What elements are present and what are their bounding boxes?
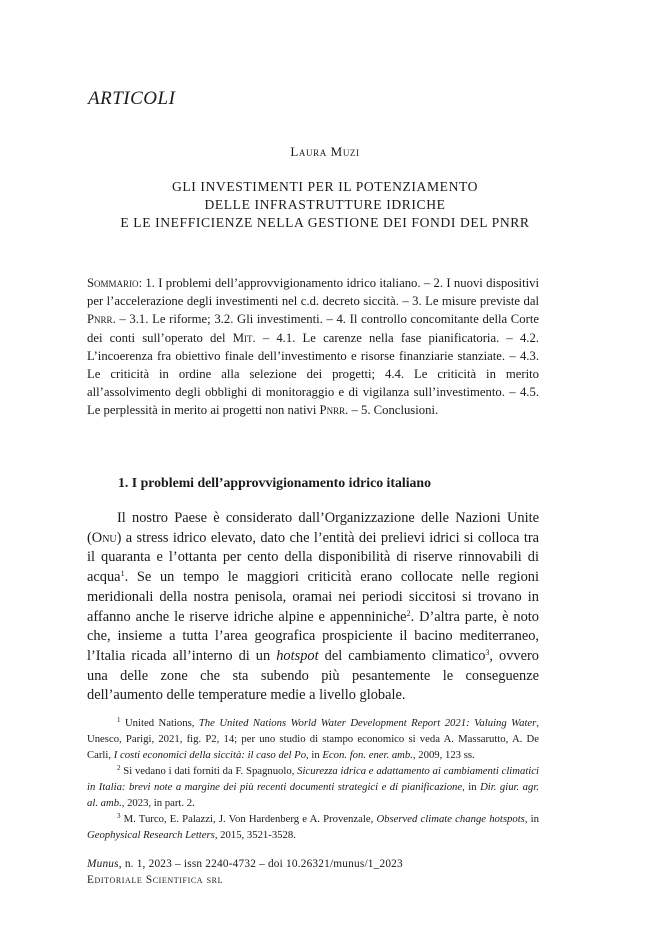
footnote-3 bbox=[87, 811, 539, 843]
footnote-text: M. Turco, E. Palazzi, J. Von Hardenberg e A. Provenzale, bbox=[120, 813, 377, 825]
body-text bbox=[87, 509, 539, 706]
section-label: ARTICOLI bbox=[88, 88, 176, 109]
footnote-text: , Unesco, Parigi, 2021, fig. P2, 14; per uno studio di stampo economico si veda A. Massarutto, A. De Carli, bbox=[87, 717, 539, 761]
footnote-text: , in bbox=[524, 813, 539, 825]
footnote-text: , 2015, 3521-3528. bbox=[214, 829, 296, 841]
acronym-pnrr: Pnrr bbox=[319, 403, 346, 418]
summary-text: . – 5. Conclusioni. bbox=[345, 403, 439, 418]
body-text-run: . D’altra parte, è noto che, insieme a tutta l’area geografica prospiciente il bacino mediterraneo, l’Italia ricada all’interno di un bbox=[87, 608, 539, 664]
footnote-1 bbox=[87, 715, 539, 763]
footnote-italic: Observed climate change hotspots bbox=[376, 813, 525, 825]
footnote-text: , 2009, 123 ss. bbox=[412, 749, 475, 761]
journal-name: Munus bbox=[87, 858, 119, 870]
footnote-italic: Econ. fon. ener. amb. bbox=[322, 749, 413, 761]
footnote-number: 3 bbox=[117, 812, 121, 820]
body-text-run: . Se un tempo le maggiori criticità erano collocate nelle regioni meridionali della nostra penisola, oramai nei periodi siccitosi si trovano in affanno anche le riserve idriche alpine e appenniniche bbox=[87, 569, 539, 625]
footnote-number: 2 bbox=[117, 764, 121, 772]
footnote-italic: I costi economici della siccità: il caso del Po bbox=[113, 749, 307, 761]
footnote-ref[interactable]: 3 bbox=[485, 647, 490, 657]
footnote-italic: Geophysical Research Letters bbox=[87, 829, 215, 841]
footnote-number: 1 bbox=[117, 716, 121, 724]
footnote-text: , 2023, in part. 2. bbox=[121, 797, 195, 809]
article-title bbox=[70, 178, 580, 232]
summary-text: : 1. I problemi dell’approvvigionamento idrico italiano. – 2. I nuovi dispositivi per l’accelerazione degli investimenti nel c.d. decreto siccità. – 3. Le misure previste dal bbox=[87, 276, 539, 309]
title-line: GLI INVESTIMENTI PER IL POTENZIAMENTO bbox=[171, 179, 479, 194]
publisher: Editoriale Scientifica srl bbox=[87, 874, 224, 886]
title-line: E LE INEFFICIENZE NELLA GESTIONE DEI FONDI DEL PNRR bbox=[120, 215, 530, 230]
author-name: Laura Muzi bbox=[290, 144, 360, 159]
footnote-ref[interactable]: 1 bbox=[120, 569, 125, 579]
summary-label: Sommario bbox=[87, 276, 139, 290]
footnote-ref[interactable]: 2 bbox=[406, 608, 411, 618]
body-text-run: , ovvero una delle zone che sta subendo più pesantemente le conseguenze dell’aumento delle temperature medie a livello globale. bbox=[87, 647, 540, 704]
footnote-italic: The United Nations World Water Development Report 2021: Valuing Water bbox=[198, 717, 537, 729]
body-text-run: del cambiamento climatico bbox=[318, 647, 486, 664]
acronym-onu: Onu bbox=[91, 529, 117, 546]
summary-paragraph bbox=[87, 274, 539, 420]
footnote-text: , in bbox=[462, 781, 481, 793]
footnote-text: Si vedano i dati forniti da F. Spagnuolo, bbox=[120, 765, 298, 777]
body-paragraph bbox=[87, 509, 539, 706]
acronym-mit: Mit bbox=[232, 330, 253, 345]
italic-term: hotspot bbox=[276, 647, 319, 664]
footnote-text: United Nations, bbox=[120, 717, 199, 729]
footnotes bbox=[87, 715, 539, 843]
issue-info: , n. 1, 2023 – issn 2240-4732 – doi 10.26321/munus/1_2023 bbox=[118, 858, 403, 870]
summary-text: . – 4.1. Le carenze nella fase pianificatoria. – 4.2. L’incoerenza fra obiettivo finale dell’investimento e risorse finanziarie stanziate. – 4.3. Le criticità in ordine alla selezione dei progetti; 4.4. Le criticità in merito all’assolvimento degli obblighi di monitoraggio e di vigilanza sull’investimento. – 4.5. Le perplessità in merito ai progetti non nativi bbox=[87, 330, 539, 418]
footnote-text: , in bbox=[306, 749, 323, 761]
acronym-pnrr: Pnrr bbox=[87, 312, 113, 327]
footnote-italic: Dir. giur. agr. al. amb. bbox=[87, 781, 539, 809]
journal-info bbox=[87, 856, 403, 872]
body-text-run: Il nostro Paese è considerato dall’Organizzazione delle Nazioni Unite ( bbox=[87, 510, 539, 546]
title-line: DELLE INFRASTRUTTURE IDRICHE bbox=[204, 197, 446, 212]
page-footer bbox=[87, 856, 403, 888]
summary-text: . – 3.1. Le riforme; 3.2. Gli investimenti. – 4. Il controllo concomitante della Corte dei conti sull’operato del bbox=[87, 312, 539, 345]
footnote-italic: Sicurezza idrica e adattamento ai cambiamenti climatici in Italia: brevi note a margine dei più recenti documenti strategici e di pianificazione bbox=[87, 765, 539, 793]
section-heading: 1. I problemi dell’approvvigionamento idrico italiano bbox=[118, 475, 432, 490]
footnote-2 bbox=[87, 763, 539, 811]
body-text-run: ) a stress idrico elevato, dato che l’entità dei prelievi idrici si colloca tra il quaranta e l’ottanta per cento della disponibilità di riserve rinnovabili di acqua bbox=[87, 529, 539, 586]
